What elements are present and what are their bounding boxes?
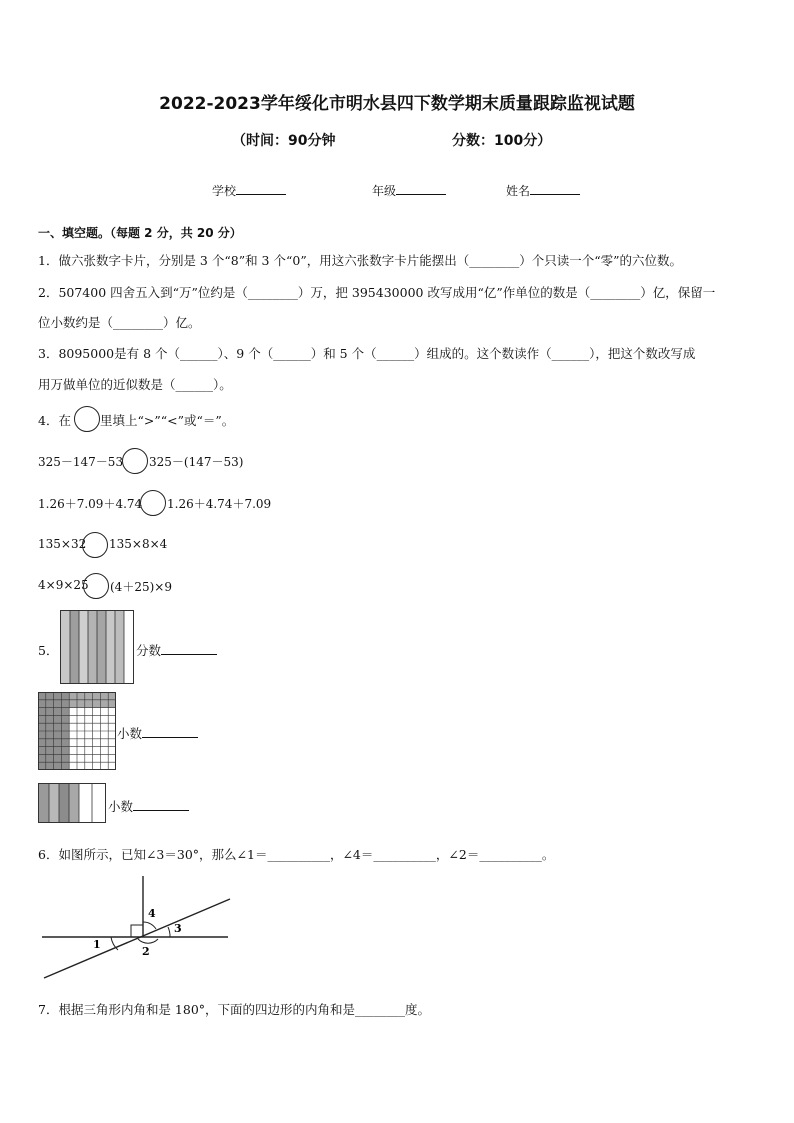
- fraction-strip-figure: [60, 610, 134, 684]
- question-2-line-1: 2．507400 四舍五入到“万”位约是（________）万，把 395430000 改写成用“亿”作单位的数是（________）亿，保留一: [38, 285, 716, 300]
- exam-time: （时间：90分钟: [232, 133, 336, 149]
- expr-left: 4×9×25: [38, 578, 89, 592]
- class-field[interactable]: [372, 182, 446, 199]
- page-title: 2022-2023学年绥化市明水县四下数学期末质量跟踪监视试题: [159, 94, 635, 114]
- decimal-label: 小数: [117, 726, 143, 741]
- school-label: 学校: [212, 184, 237, 198]
- question-3-line-2: 用万做单位的近似数是（______）。: [38, 377, 232, 392]
- expr-left: 325－147－53: [38, 455, 124, 469]
- decimal-strip-figure: [38, 783, 106, 823]
- question-4-suffix: 里填上“>”“<”或“＝”。: [100, 413, 235, 428]
- question-6: 6．如图所示，已知∠3＝30°，那么∠1＝__________，∠4＝__________，∠2＝__________。: [38, 847, 555, 862]
- name-label: 姓名: [506, 184, 531, 198]
- compare-circle[interactable]: [83, 573, 109, 599]
- question-4-prefix: 4．在: [38, 413, 71, 428]
- question-3-line-1: 3．8095000是有 8 个（______）、9 个（______）和 5 个（______）组成的。这个数读作（______），把这个数改写成: [38, 346, 696, 361]
- angle-label-2: 2: [142, 945, 150, 958]
- fraction-blank[interactable]: [161, 643, 217, 655]
- decimal-blank[interactable]: [133, 799, 189, 811]
- section-heading: 一、填空题。（每题 2 分，共 20 分）: [38, 226, 242, 240]
- compare-circle[interactable]: [82, 532, 108, 558]
- expr-left: 1.26＋7.09＋4.74: [38, 497, 143, 511]
- compare-circle[interactable]: [140, 490, 166, 516]
- exam-score: 分数：100分）: [452, 133, 552, 149]
- school-blank[interactable]: [236, 182, 286, 195]
- name-field[interactable]: [506, 182, 580, 199]
- angle-label-4: 4: [148, 907, 156, 920]
- decimal-blank[interactable]: [142, 726, 198, 738]
- decimal-answer-1: [117, 724, 198, 742]
- expr-left: 135×32: [38, 537, 87, 551]
- expr-right: 1.26＋4.74＋7.09: [167, 497, 272, 511]
- angle-diagram: [38, 872, 238, 982]
- school-field[interactable]: [212, 182, 286, 199]
- question-1: 1．做六张数字卡片，分别是 3 个“8”和 3 个“0”，用这六张数字卡片能摆出（________）个只读一个“零”的六位数。: [38, 253, 683, 268]
- fraction-label: 分数: [136, 643, 162, 658]
- question-7: 7．根据三角形内角和是 180°，下面的四边形的内角和是________度。: [38, 1002, 431, 1017]
- name-blank[interactable]: [530, 182, 580, 195]
- question-2-line-2: 位小数约是（________）亿。: [38, 315, 201, 330]
- expr-right: 135×8×4: [109, 537, 168, 551]
- class-label: 年级: [372, 184, 397, 198]
- decimal-grid-figure: [38, 692, 116, 770]
- angle-label-3: 3: [174, 922, 182, 935]
- fraction-answer: [136, 641, 217, 659]
- compare-circle[interactable]: [122, 448, 148, 474]
- expr-right: 325－(147－53): [149, 455, 244, 469]
- angle-label-1: 1: [93, 938, 101, 951]
- decimal-label: 小数: [108, 799, 134, 814]
- decimal-answer-2: [108, 797, 189, 815]
- compare-circle[interactable]: [74, 406, 100, 432]
- question-5-number: 5．: [38, 643, 59, 658]
- class-blank[interactable]: [396, 182, 446, 195]
- expr-right: (4＋25)×9: [110, 580, 172, 594]
